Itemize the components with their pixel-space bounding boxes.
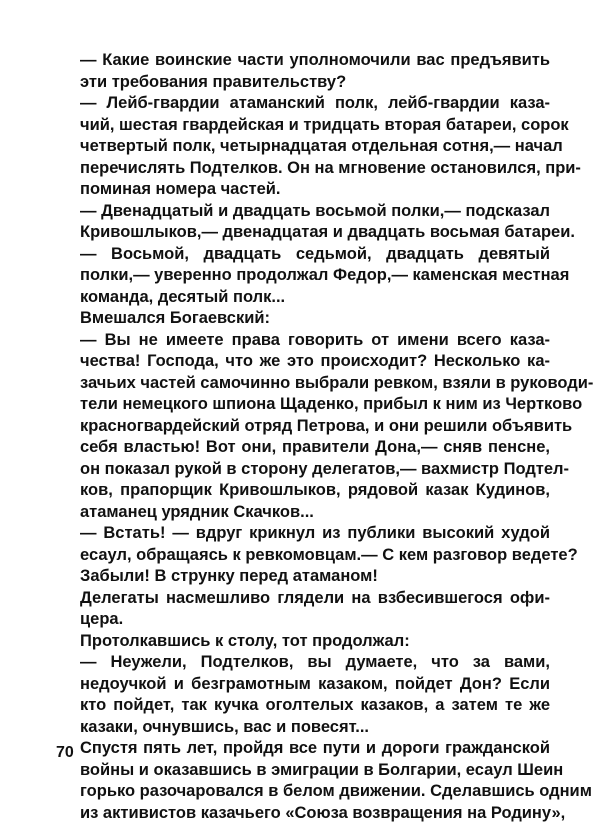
paragraph [56,631,550,653]
text-line: — Какие воинские части уполномочили вас предъявить [56,50,550,72]
paragraph [56,93,550,201]
page-number: 70 [56,744,74,762]
text-line: поминая номера частей. [56,179,550,201]
text-line: Делегаты насмешливо глядели на взбесившегося офи- [56,588,550,610]
text-line: ков, прапорщик Кривошлыков, рядовой казак Кудинов, [56,480,550,502]
text-line: команда, десятый полк... [56,287,550,309]
text-line: он показал рукой в сторону делегатов,— вахмистр Подтел- [56,459,550,481]
paragraph [56,244,550,309]
text-line: Спустя пять лет, пройдя все пути и дороги гражданской [56,738,550,760]
paragraph [56,588,550,631]
text-line: чий, шестая гвардейская и тридцать вторая батареи, сорок [56,115,550,137]
page-text [56,50,550,824]
text-line: Протолкавшись к столу, тот продолжал: [56,631,550,653]
text-line: полки,— уверенно продолжал Федор,— каменская местная [56,265,550,287]
text-line: цера. [56,609,550,631]
paragraph [56,308,550,330]
text-line: горько разочаровался в белом движении. Сделавшись одним [56,781,550,803]
paragraph [56,330,550,524]
text-line: — Встать! — вдруг крикнул из публики высокий худой [56,523,550,545]
text-line: себя властью! Вот они, правители Дона,— сняв пенсне, [56,437,550,459]
text-line: атаманец урядник Скачков... [56,502,550,524]
text-line: — Неужели, Подтелков, вы думаете, что за вами, [56,652,550,674]
text-line: из активистов казачьего «Союза возвращения на Родину», [56,803,550,824]
text-line: эти требования правительству? [56,72,550,94]
paragraph [56,201,550,244]
paragraph [56,652,550,738]
text-line: Вмешался Богаевский: [56,308,550,330]
text-line: чества! Господа, что же это происходит? Несколько ка- [56,351,550,373]
text-line: кто пойдет, так кучка оголтелых казаков, а затем те же [56,695,550,717]
paragraph [56,523,550,588]
text-line: Кривошлыков,— двенадцатая и двадцать восьмая батареи. [56,222,550,244]
text-line: красногвардейский отряд Петрова, и они решили объявить [56,416,550,438]
text-line: казаки, очнувшись, вас и повесят... [56,717,550,739]
text-line: тели немецкого шпиона Щаденко, прибыл к ним из Чертково [56,394,550,416]
text-line: — Восьмой, двадцать седьмой, двадцать девятый [56,244,550,266]
text-line: недоучкой и безграмотным казаком, пойдет Дон? Если [56,674,550,696]
text-line: — Двенадцатый и двадцать восьмой полки,— подсказал [56,201,550,223]
paragraph [56,738,550,824]
text-line: — Вы не имеете права говорить от имени всего каза- [56,330,550,352]
text-line: зачьих частей самочинно выбрали ревком, взяли в руководи- [56,373,550,395]
text-line: Забыли! В струнку перед атаманом! [56,566,550,588]
text-line: есаул, обращаясь к ревкомовцам.— С кем разговор ведете? [56,545,550,567]
text-line: — Лейб-гвардии атаманский полк, лейб-гвардии каза- [56,93,550,115]
text-line: перечислять Подтелков. Он на мгновение остановился, при- [56,158,550,180]
paragraph [56,50,550,93]
text-line: войны и оказавшись в эмиграции в Болгарии, есаул Шеин [56,760,550,782]
text-line: четвертый полк, четырнадцатая отдельная сотня,— начал [56,136,550,158]
